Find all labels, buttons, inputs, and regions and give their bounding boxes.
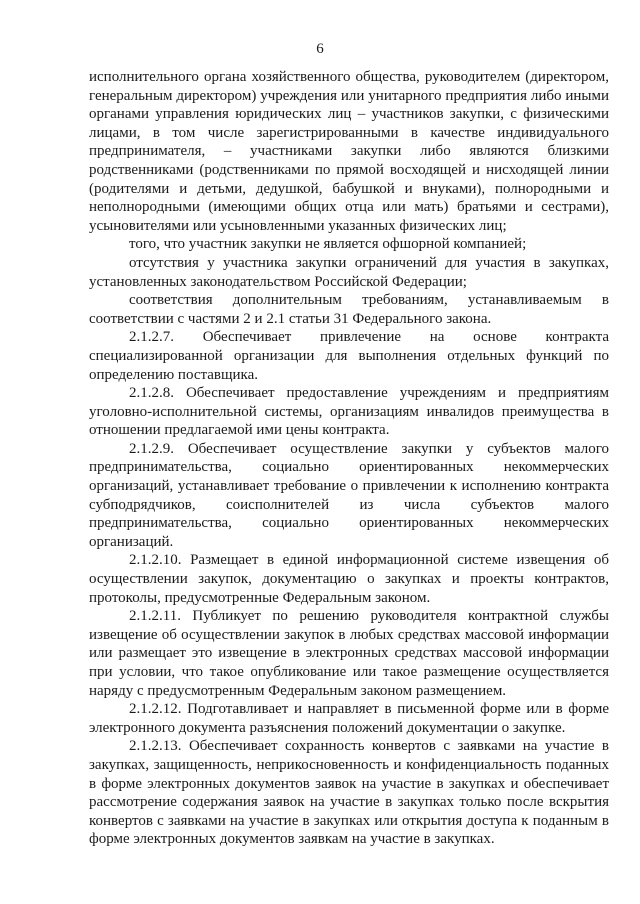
paragraph-restrictions: отсутствия у участника закупки ограничений для участия в закупках, установленных законодательством Российской Федерации; [89, 254, 609, 290]
page-number: 6 [316, 41, 324, 57]
paragraph-2-1-2-12: 2.1.2.12. Подготавливает и направляет в письменной форме или в форме электронного документа разъяснения положений документации о закупке. [89, 701, 609, 736]
paragraph-2-1-2-8: 2.1.2.8. Обеспечивает предоставление учреждениям и предприятиям уголовно-исполнительной системы, организациям инвалидов преимущества в отношении предлагаемой ими цены контракта. [89, 385, 609, 439]
paragraph-2-1-2-13: 2.1.2.13. Обеспечивает сохранность конвертов с заявками на участие в закупках, защищенность, неприкосновенность и конфиденциальность поданных в форме электронных документов заявок на участие в закупках и обеспечивает рассмотрение содержания заявок на участие в закупках только после вскрытия конвертов с заявками на участие в закупках или открытия доступа к поданным в форме электронных документов заявкам на участие в закупках. [89, 738, 609, 848]
paragraph-2-1-2-9: 2.1.2.9. Обеспечивает осуществление закупки у субъектов малого предпринимательства, социально ориентированных некоммерческих организаций, устанавливает требование о привлечении к исполнению контракта субподрядчиков, соисполнителей из числа субъектов малого предпринимательства, социально ориентированных некоммерческих организаций. [89, 440, 609, 550]
document-body [89, 68, 609, 849]
paragraph-2-1-2-11: 2.1.2.11. Публикует по решению руководителя контрактной службы извещение об осуществлении закупок в любых средствах массовой информации или размещает это извещение в электронных средствах массовой информации при условии, что такое опубликование или такое размещение осуществляется наряду с предусмотренным Федеральным законом размещением. [89, 608, 609, 699]
paragraph-2-1-2-7: 2.1.2.7. Обеспечивает привлечение на основе контракта специализированной организации для выполнения отдельных функций по определению поставщика. [89, 329, 609, 383]
paragraph-additional-requirements: соответствия дополнительным требованиям, устанавливаемым в соответствии с частями 2 и 2.1 статьи 31 Федерального закона. [89, 292, 609, 327]
paragraph-offshore: того, что участник закупки не является офшорной компанией; [129, 236, 527, 253]
paragraph-continuation: исполнительного органа хозяйственного общества, руководителем (директором, генеральным директором) учреждения или унитарного предприятия либо иными органами управления юридических лиц – участников закупки, с физическими лицами, в том числе зарегистрированными в качестве индивидуального предпринимателя, – участниками закупки либо являются близкими родственниками (родственниками по прямой восходящей и нисходящей линии (родителями и детьми, дедушкой, бабушкой и внуками), полнородными и неполнородными (имеющими общих отца или мать) братьями и сестрами), усыновителями или усыновленными указанных физических лиц; [89, 69, 609, 234]
paragraph-2-1-2-10: 2.1.2.10. Размещает в единой информационной системе извещения об осуществлении закупок, документацию о закупках и проекты контрактов, протоколы, предусмотренные Федеральным законом. [89, 552, 609, 606]
